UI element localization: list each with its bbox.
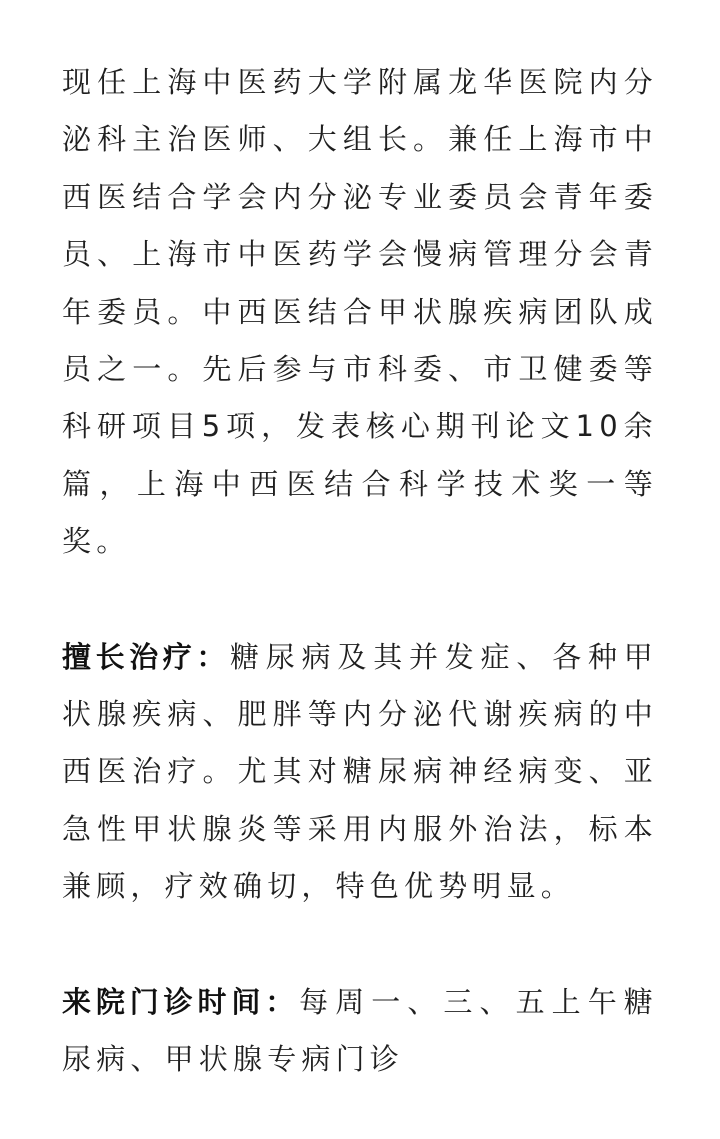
- clinic-hours-label: 来院门诊时间：: [62, 984, 300, 1019]
- specialty-paragraph: [62, 629, 658, 916]
- specialty-text: 糖尿病及其并发症、各种甲状腺疾病、肥胖等内分泌代谢疾病的中西医治疗。尤其对糖尿病神经病变、亚急性甲状腺炎等采用内服外治法，标本兼顾，疗效确切，特色优势明显。: [62, 639, 658, 904]
- doctor-profile-article: [62, 54, 658, 1089]
- clinic-hours-text: 每周一、三、五上午糖尿病、甲状腺专病门诊: [62, 984, 658, 1077]
- bio-paragraph: [62, 54, 658, 571]
- specialty-label: 擅长治疗：: [62, 639, 230, 674]
- bio-text: 现任上海中医药大学附属龙华医院内分泌科主治医师、大组长。兼任上海市中西医结合学会内分泌专业委员会青年委员、上海市中医药学会慢病管理分会青年委员。中西医结合甲状腺疾病团队成员之一。先后参与市科委、市卫健委等科研项目5项，发表核心期刊论文10余篇，上海中西医结合科学技术奖一等奖。: [62, 65, 658, 559]
- clinic-hours-paragraph: [62, 974, 658, 1089]
